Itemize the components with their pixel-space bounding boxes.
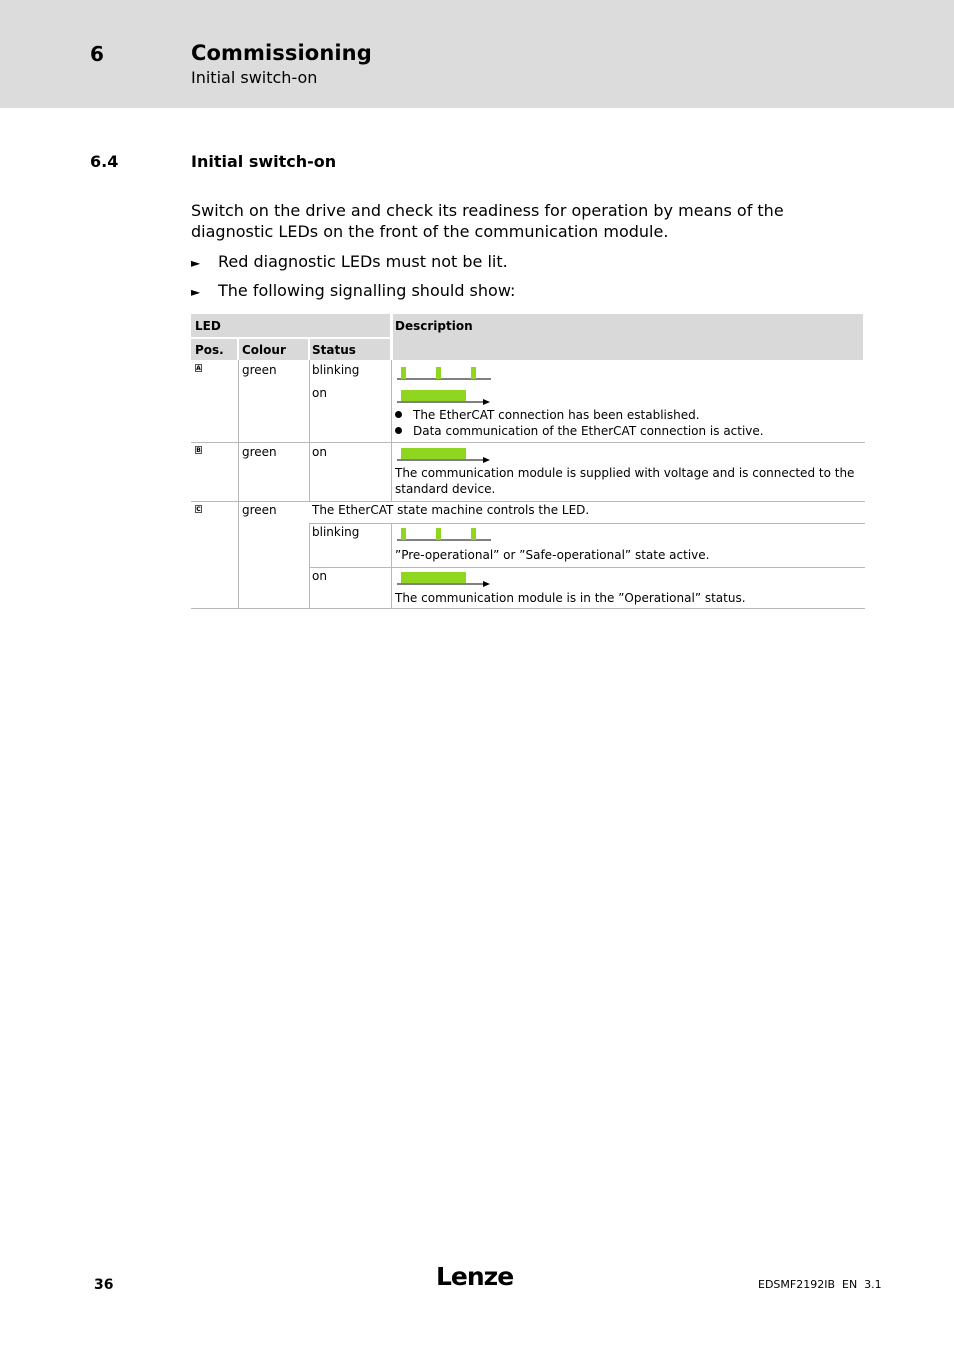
row-b-description: The communication module is supplied with voltage and is connected to the standard device. bbox=[395, 466, 855, 496]
on-signal-icon bbox=[397, 447, 492, 461]
row-c-status-on: on bbox=[312, 569, 327, 583]
position-marker-a: A bbox=[196, 365, 201, 372]
bullet-item bbox=[191, 281, 515, 300]
on-signal-icon bbox=[397, 571, 492, 585]
header-status: Status bbox=[312, 343, 356, 357]
row-c-note: The EtherCAT state machine controls the LED. bbox=[312, 503, 590, 517]
bullet-line: Data communication of the EtherCAT connection is active. bbox=[395, 423, 764, 439]
section-title: Initial switch-on bbox=[191, 152, 337, 171]
row-c-description-blinking: ”Pre-operational” or ”Safe-operational” state active. bbox=[395, 548, 710, 562]
position-marker-c: C bbox=[196, 506, 201, 513]
bullet-line: The EtherCAT connection has been established. bbox=[395, 407, 764, 423]
document-code: EDSMF2192IB EN 3.1 bbox=[758, 1278, 882, 1291]
row-c-colour: green bbox=[242, 503, 277, 517]
intro-paragraph: Switch on the drive and check its readiness for operation by means of the diagnostic LEDs on the front of the communication module. bbox=[191, 201, 784, 241]
row-a-status-blinking: blinking bbox=[312, 363, 360, 377]
chapter-subtitle: Initial switch-on bbox=[191, 68, 318, 87]
row-a-description bbox=[395, 407, 764, 439]
row-a-status-on: on bbox=[312, 386, 327, 400]
lenze-logo: Lenze bbox=[436, 1262, 514, 1291]
dot-bullet-icon bbox=[395, 427, 402, 434]
chapter-number: 6 bbox=[90, 42, 104, 66]
bullet-text: Red diagnostic LEDs must not be lit. bbox=[218, 252, 508, 271]
chapter-title: Commissioning bbox=[191, 41, 372, 65]
row-c-status-blinking: blinking bbox=[312, 525, 360, 539]
bullet-item bbox=[191, 252, 508, 271]
header-pos: Pos. bbox=[195, 343, 224, 357]
row-b-status: on bbox=[312, 445, 327, 459]
row-b-colour: green bbox=[242, 445, 277, 459]
header-description: Description bbox=[395, 319, 473, 333]
position-marker-b: B bbox=[196, 447, 201, 454]
bullet-text: The following signalling should show: bbox=[218, 281, 516, 300]
triangle-bullet-icon: ► bbox=[191, 256, 201, 270]
chapter-header bbox=[0, 0, 954, 108]
blinking-signal-icon bbox=[397, 527, 492, 541]
dot-bullet-icon bbox=[395, 411, 402, 418]
triangle-bullet-icon: ► bbox=[191, 285, 201, 299]
on-signal-icon bbox=[397, 389, 492, 403]
row-c-description-on: The communication module is in the ”Operational” status. bbox=[395, 591, 746, 605]
page-number: 36 bbox=[94, 1277, 114, 1293]
header-led: LED bbox=[195, 319, 221, 333]
header-colour: Colour bbox=[242, 343, 286, 357]
section-number: 6.4 bbox=[90, 152, 119, 171]
row-a-colour: green bbox=[242, 363, 277, 377]
blinking-signal-icon bbox=[397, 366, 492, 380]
